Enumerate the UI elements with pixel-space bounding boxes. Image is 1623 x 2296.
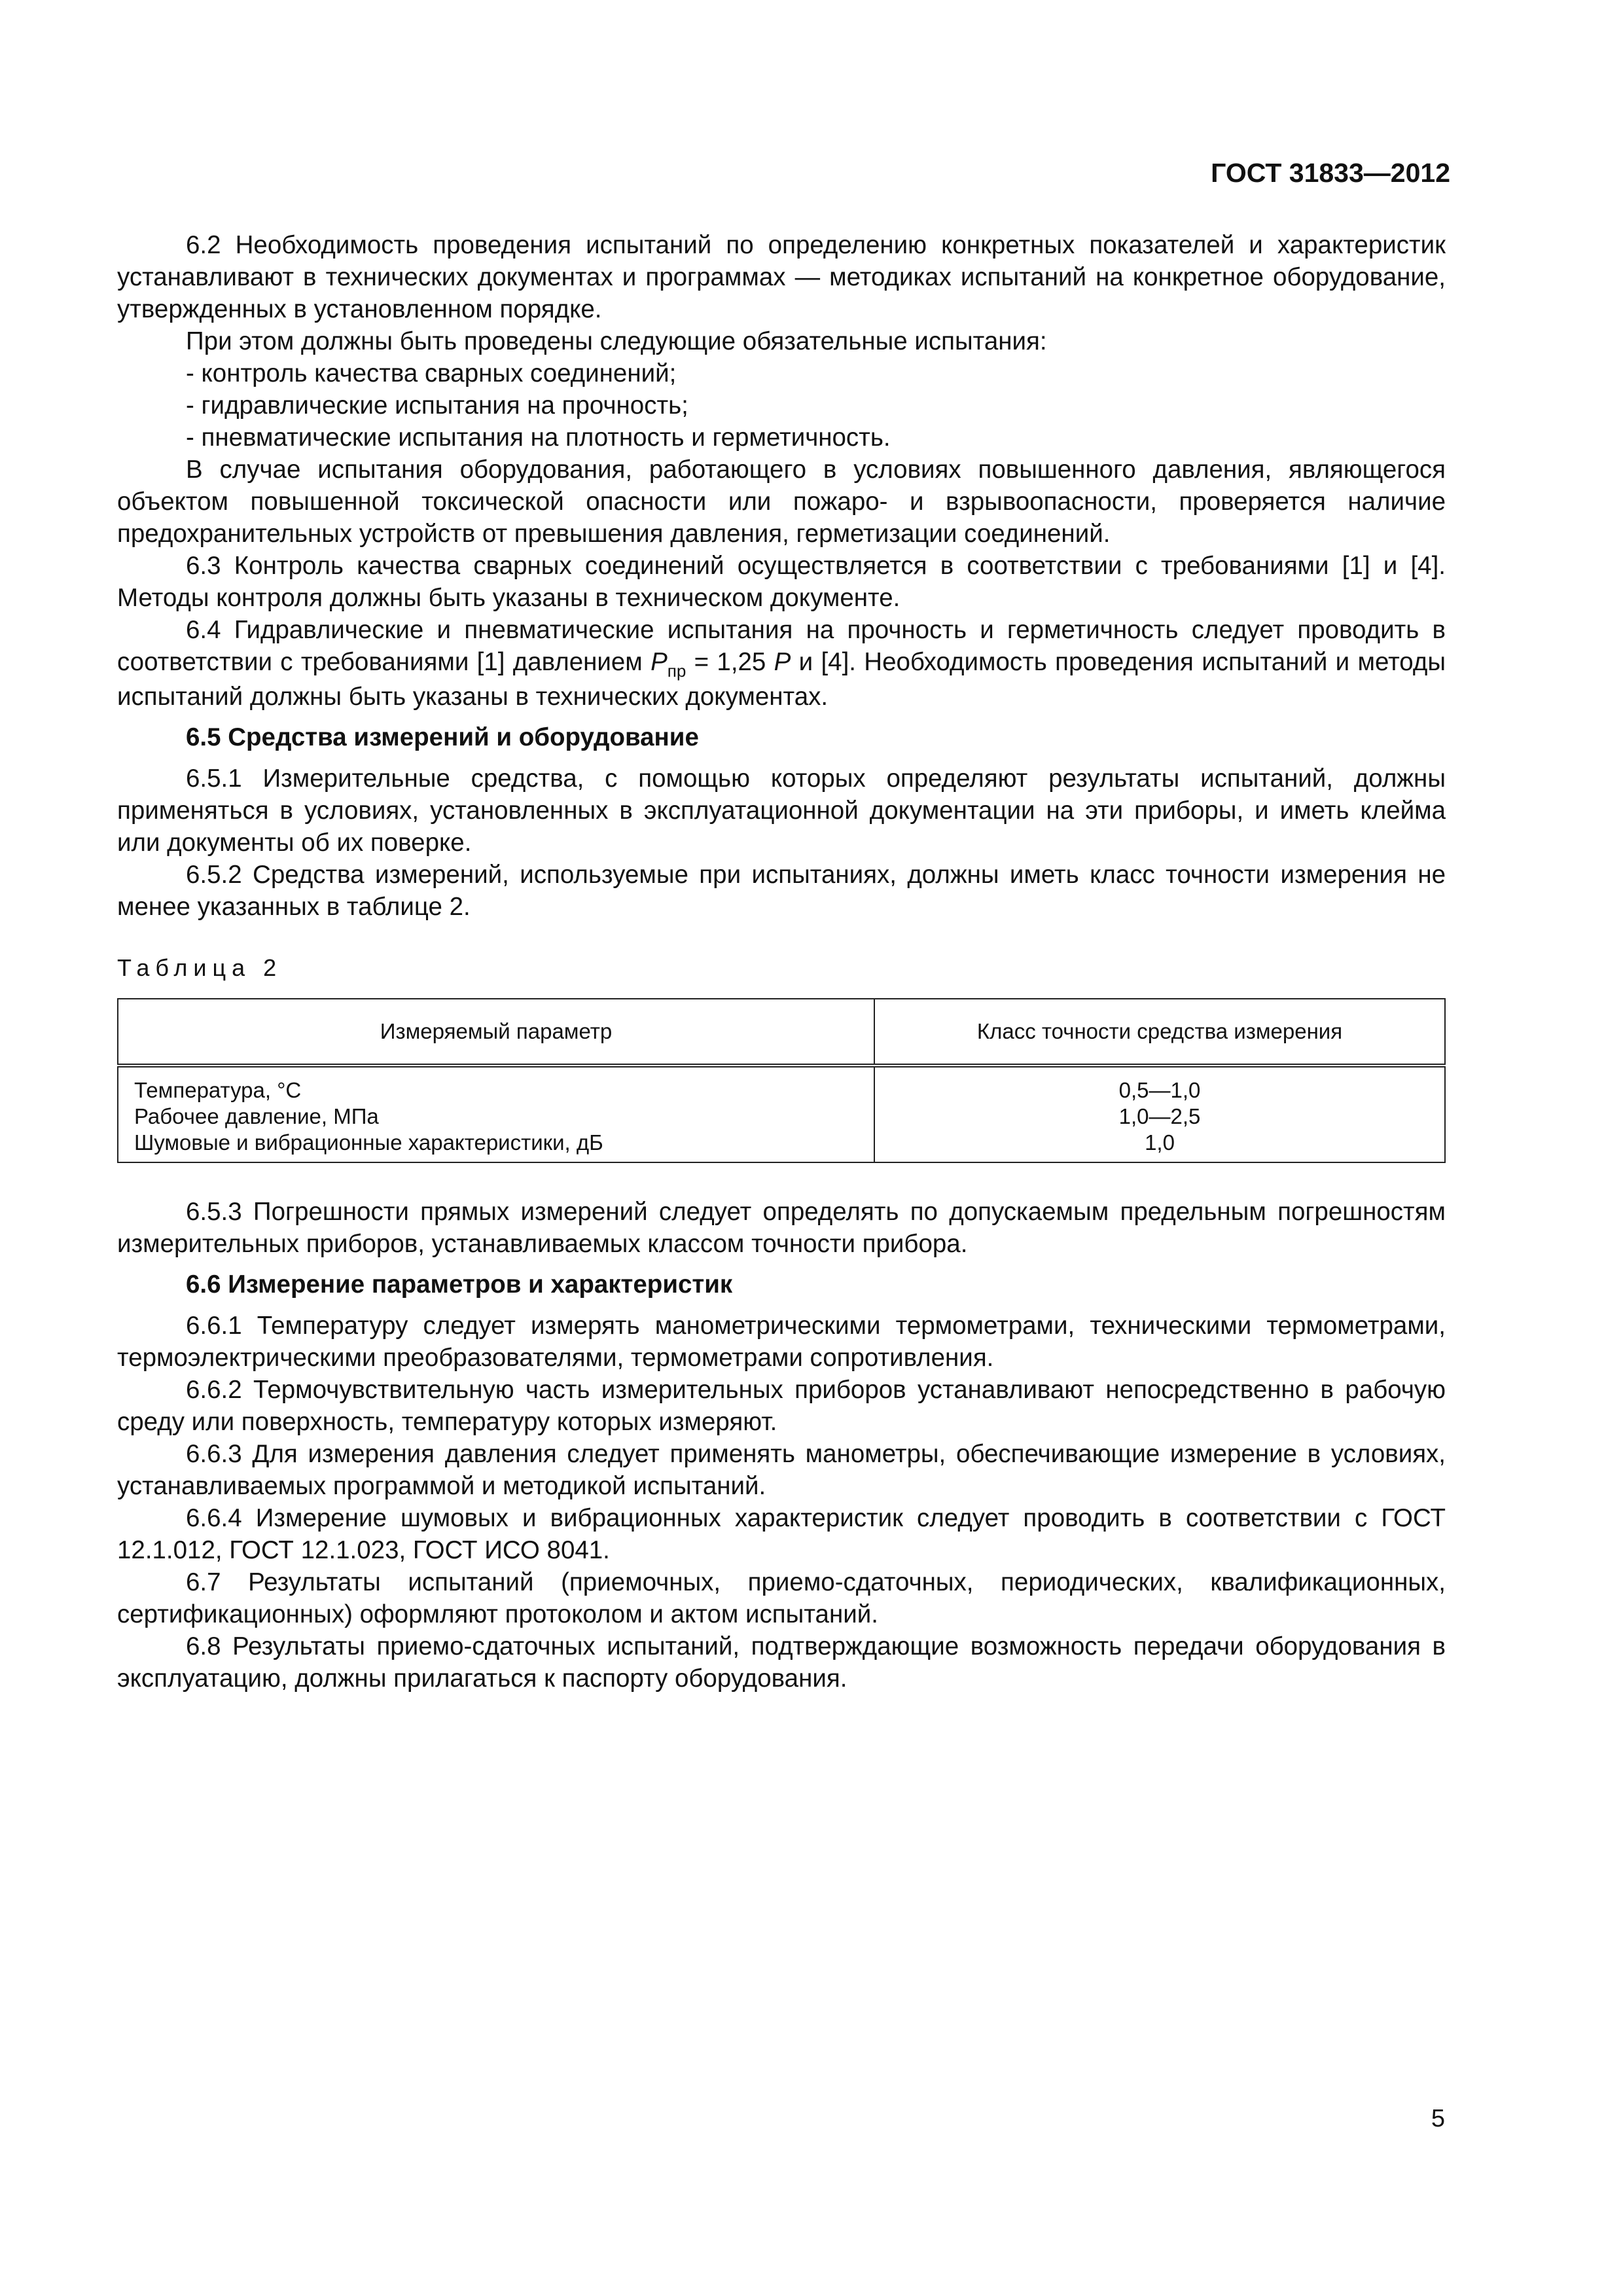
paragraph-6-6-2: 6.6.2 Термочувствительную часть измерительных приборов устанавливают непосредственно в рабочую среду или поверхность, температуру которых измеряют. — [117, 1376, 1446, 1436]
section-heading-6-6: 6.6 Измерение параметров и характеристик — [186, 1270, 733, 1299]
table-cell: Температура, °С — [134, 1078, 302, 1102]
document-body — [117, 229, 1446, 1695]
list-item: - гидравлические испытания на прочность; — [186, 391, 688, 420]
paragraph-6-6-4: 6.6.4 Измерение шумовых и вибрационных характеристик следует проводить в соответствии с ГОСТ 12.1.012, ГОСТ 12.1.023, ГОСТ ИСО 8041. — [117, 1504, 1446, 1564]
document-code: ГОСТ 31833—2012 — [1211, 158, 1450, 188]
table-cell: 1,0—2,5 — [1118, 1104, 1201, 1128]
section-heading-6-5: 6.5 Средства измерений и оборудование — [186, 723, 699, 751]
table-header-cell: Класс точности средства измерения — [874, 999, 1445, 1066]
table-caption: Таблица 2 — [117, 954, 283, 981]
paragraph-6-8: 6.8 Результаты приемо-сдаточных испытаний, подтверждающие возможность передачи оборудования в эксплуатацию, должны прилагаться к паспорту оборудования. — [117, 1632, 1446, 1693]
page-number: 5 — [1431, 2105, 1445, 2132]
parameter-column — [118, 1066, 874, 1162]
paragraph-6-2-note: В случае испытания оборудования, работающего в условиях повышенного давления, являющегося объектом повышенной токсической опасности или пожаро- и взрывоопасности, проверяется наличие предохранительных устройств от превышения давления, герметизации соединений. — [117, 456, 1446, 548]
paragraph-6-5-3: 6.5.3 Погрешности прямых измерений следует определять по допускаемым предельным погрешностям измерительных приборов, устанавливаемых классом точности прибора. — [117, 1198, 1446, 1258]
pressure-symbol: P — [651, 648, 668, 676]
table-header-row — [118, 999, 1445, 1066]
paragraph-6-6-3: 6.6.3 Для измерения давления следует применять манометры, обеспечивающие измерение в условиях, устанавливаемых программой и методикой испытаний. — [117, 1440, 1446, 1500]
paragraph-6-6-1: 6.6.1 Температуру следует измерять манометрическими термометрами, техническими термометрами, термоэлектрическими преобразователями, термометрами сопротивления. — [117, 1312, 1446, 1372]
accuracy-column — [874, 1066, 1445, 1162]
table-body-row — [118, 1066, 1445, 1162]
table-cell: Рабочее давление, МПа — [134, 1104, 379, 1128]
list-item: - контроль качества сварных соединений; — [186, 359, 677, 387]
paragraph-6-2: 6.2 Необходимость проведения испытаний по определению конкретных показателей и характеристик устанавливают в технических документах и программах — методиках испытаний на конкретное оборудование, утвержденных в установленном порядке. — [117, 231, 1446, 323]
table-cell: Шумовые и вибрационные характеристики, дБ — [134, 1130, 603, 1155]
paragraph-6-2-intro: При этом должны быть проведены следующие обязательные испытания: — [186, 327, 1047, 355]
paragraph-6-7: 6.7 Результаты испытаний (приемочных, приемо-сдаточных, периодических, квалификационных, сертификационных) оформляют протоколом и актом испытаний. — [117, 1568, 1446, 1628]
pressure-symbol: P — [774, 648, 791, 676]
accuracy-table — [117, 998, 1446, 1163]
pressure-subscript: пр — [667, 661, 687, 681]
table-cell: 1,0 — [1145, 1130, 1175, 1155]
table-header-cell: Измеряемый параметр — [118, 999, 874, 1066]
table-cell: 0,5—1,0 — [1118, 1078, 1201, 1102]
paragraph-6-4: 6.4 Гидравлические и пневматические испытания на прочность и герметичность следует проводить в соответствии с требованиями [1] давлением $P_{пр} = 1,25$ P и [4]. Необходимость проведения испытаний и методы испытаний должны быть указаны в технических документах. — [117, 616, 1446, 711]
list-item: - пневматические испытания на плотность и герметичность. — [186, 423, 891, 452]
paragraph-6-5-2: 6.5.2 Средства измерений, используемые при испытаниях, должны иметь класс точности измерения не менее указанных в таблице 2. — [117, 861, 1446, 921]
paragraph-6-5-1: 6.5.1 Измерительные средства, с помощью которых определяют результаты испытаний, должны применяться в условиях, установленных в эксплуатационной документации на эти приборы, и иметь клейма или документы об их поверке. — [117, 764, 1446, 857]
paragraph-6-3: 6.3 Контроль качества сварных соединений осуществляется в соответствии с требованиями [1] и [4]. Методы контроля должны быть указаны в техническом документе. — [117, 552, 1446, 612]
